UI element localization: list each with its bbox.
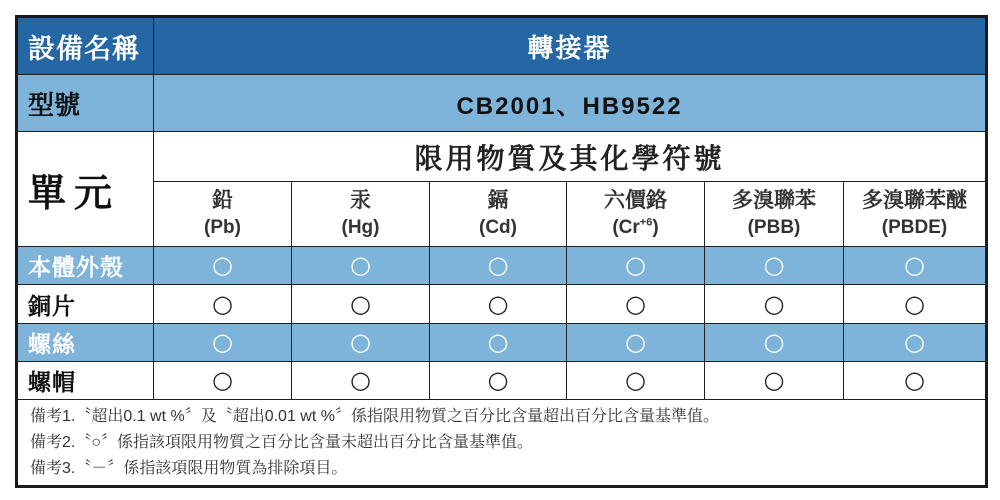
substance-symbol-base: (Cr	[612, 217, 640, 238]
circle-mark-icon: ○	[763, 289, 785, 318]
substance-header-pbb	[705, 182, 844, 247]
substance-name: 鎘	[487, 189, 509, 212]
mark-cell	[567, 362, 705, 400]
mark-cell	[292, 362, 430, 400]
notes-section	[17, 400, 987, 487]
circle-mark-icon: ○	[212, 328, 233, 356]
substance-header-pbde	[844, 182, 987, 247]
substance-symbol: (PBDE)	[881, 217, 948, 238]
restricted-substances-header: 限用物質及其化學符號	[154, 132, 987, 182]
circle-mark-icon: ○	[350, 251, 371, 279]
mark-cell	[844, 285, 987, 324]
circle-mark-icon: ○	[212, 289, 233, 318]
mark-cell	[705, 362, 844, 400]
substance-header-row	[17, 182, 987, 247]
mark-cell	[430, 362, 567, 400]
circle-mark-icon: ○	[625, 366, 646, 394]
notes-row	[17, 400, 987, 487]
substance-name: 汞	[350, 189, 371, 212]
component-name: 本體外殼	[17, 247, 154, 285]
mark-cell	[430, 247, 567, 285]
substance-symbol-superscript: +6	[639, 216, 653, 229]
circle-mark-icon: ○	[904, 328, 925, 356]
circle-mark-icon: ○	[350, 366, 371, 394]
substance-symbol: (PBB)	[747, 217, 801, 238]
mark-cell	[567, 247, 705, 285]
mark-cell	[844, 324, 987, 362]
substance-symbol: (Cd)	[479, 217, 517, 238]
substance-symbol-end: )	[652, 217, 659, 238]
substance-name: 多溴聯苯	[732, 189, 816, 212]
circle-mark-icon: ○	[904, 289, 925, 318]
mark-cell	[154, 247, 292, 285]
circle-mark-icon: ○	[487, 328, 509, 356]
mark-cell	[567, 285, 705, 324]
note-1: 備考1.〝超出0.1 wt %〞及〝超出0.01 wt %〞係指限用物質之百分比含量超出百分比含量基準值。	[30, 407, 719, 425]
circle-mark-icon: ○	[487, 366, 509, 394]
circle-mark-icon: ○	[763, 251, 785, 279]
substance-symbol	[567, 215, 704, 241]
unit-label: 單元	[17, 132, 154, 247]
substance-header-pb	[154, 182, 292, 247]
circle-mark-icon: ○	[487, 289, 509, 318]
circle-mark-icon: ○	[625, 251, 646, 279]
circle-mark-icon: ○	[625, 289, 646, 318]
model-label: 型號	[17, 75, 154, 132]
circle-mark-icon: ○	[763, 328, 785, 356]
device-name-value: 轉接器	[154, 17, 987, 75]
mark-cell	[567, 324, 705, 362]
component-name: 銅片	[17, 285, 154, 324]
substance-header-cd	[430, 182, 567, 247]
mark-cell	[292, 285, 430, 324]
circle-mark-icon: ○	[350, 289, 371, 318]
substance-name: 六價鉻	[604, 189, 667, 212]
model-row	[17, 75, 987, 132]
substance-header-hg	[292, 182, 430, 247]
mark-cell	[430, 324, 567, 362]
table-row	[17, 247, 987, 285]
substance-symbol: (Pb)	[204, 217, 241, 238]
table-row	[17, 324, 987, 362]
circle-mark-icon: ○	[904, 251, 925, 279]
component-name: 螺絲	[17, 324, 154, 362]
mark-cell	[430, 285, 567, 324]
mark-cell	[705, 247, 844, 285]
table-row	[17, 285, 987, 324]
circle-mark-icon: ○	[625, 328, 646, 356]
note-2: 備考2.〝○〞係指該項限用物質之百分比含量未超出百分比含量基準值。	[30, 433, 534, 451]
substance-name: 多溴聯苯醚	[862, 189, 968, 212]
circle-mark-icon: ○	[212, 366, 233, 394]
circle-mark-icon: ○	[487, 251, 509, 279]
substance-header-cr6	[567, 182, 705, 247]
mark-cell	[844, 247, 987, 285]
circle-mark-icon: ○	[212, 251, 233, 279]
mark-cell	[705, 285, 844, 324]
mark-cell	[844, 362, 987, 400]
substance-symbol: (Hg)	[341, 217, 380, 238]
device-row	[17, 17, 987, 75]
mark-cell	[705, 324, 844, 362]
circle-mark-icon: ○	[904, 366, 925, 394]
substance-name: 鉛	[212, 189, 233, 212]
circle-mark-icon: ○	[350, 328, 371, 356]
restricted-substances-table	[15, 15, 988, 488]
circle-mark-icon: ○	[763, 366, 785, 394]
mark-cell	[154, 324, 292, 362]
note-3: 備考3.〝－〞係指該項限用物質為排除項目。	[30, 459, 348, 477]
mark-cell	[292, 324, 430, 362]
mark-cell	[154, 285, 292, 324]
model-value: CB2001、HB9522	[154, 75, 987, 132]
substance-title-row	[17, 132, 987, 182]
device-name-label: 設備名稱	[17, 17, 154, 75]
mark-cell	[292, 247, 430, 285]
mark-cell	[154, 362, 292, 400]
table-row	[17, 362, 987, 400]
component-name: 螺帽	[17, 362, 154, 400]
